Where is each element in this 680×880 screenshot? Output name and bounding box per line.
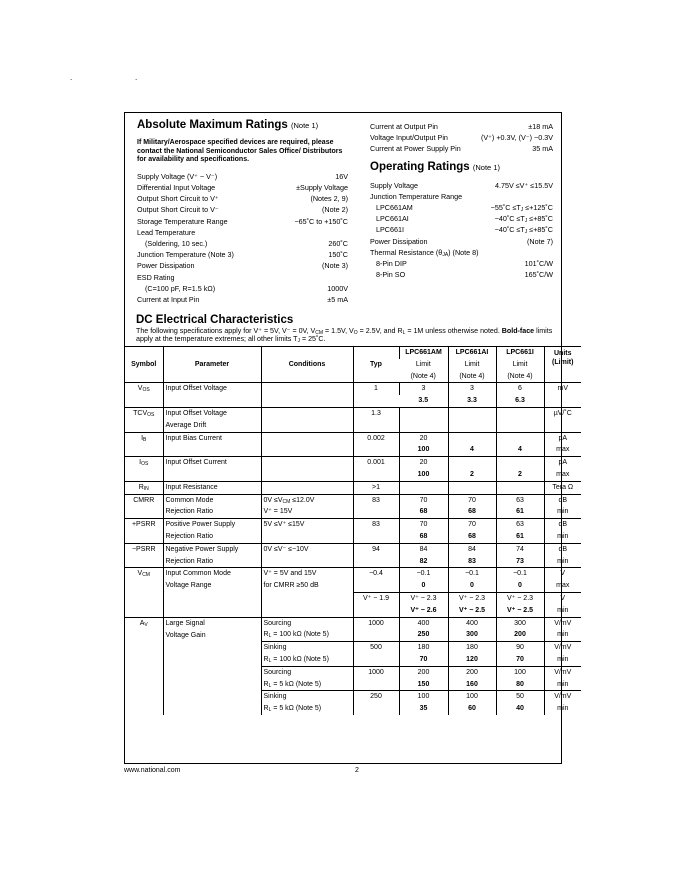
unit-cell: dB [544, 543, 581, 555]
cond-cell: V⁺ = 5V and 15V [261, 568, 353, 580]
symbol-cell [125, 469, 163, 481]
table-row [125, 444, 581, 456]
header-lpc661ai: LPC661AI [448, 347, 496, 359]
cond-cell [261, 432, 353, 444]
header-note: (Note 4) [496, 371, 544, 383]
limit-cell [399, 481, 448, 494]
param-cell: Input Bias Current [163, 432, 261, 444]
typ-cell: 83 [353, 494, 399, 506]
limit-cell: 61 [496, 506, 544, 518]
typ-cell [353, 531, 399, 543]
limit-cell: 100 [399, 691, 448, 703]
limit-cell: 160 [448, 679, 496, 691]
limit-cell [448, 420, 496, 432]
unit-cell: min [544, 629, 581, 641]
cond-cell: Sourcing [261, 666, 353, 678]
limit-cell [496, 407, 544, 419]
dc-title: DC Electrical Characteristics [136, 314, 294, 326]
symbol-cell [125, 654, 163, 666]
table-row [125, 481, 581, 494]
limit-cell: V⁺ − 2.3 [448, 592, 496, 604]
table-row [125, 691, 581, 703]
dc-table [125, 346, 581, 715]
symbol-cell: $V_{OS}$ [125, 383, 163, 408]
param-cell: Rejection Ratio [163, 531, 261, 543]
typ-cell [353, 444, 399, 456]
param-cell: Rejection Ratio [163, 506, 261, 518]
limit-cell: 84 [448, 543, 496, 555]
abs-row: (Soldering, 10 sec.) 260˚C [145, 239, 348, 248]
limit-cell: 20 [399, 457, 448, 469]
unit-cell: min [544, 679, 581, 691]
unit-cell: min [544, 531, 581, 543]
table-row [125, 617, 581, 629]
param-cell: Input Offset Voltage [163, 407, 261, 419]
cond-cell: $R_L = 100$ kΩ (Note 5) [261, 654, 353, 666]
param-cell [163, 679, 261, 691]
cond-cell [261, 592, 353, 604]
typ-cell: 0.002 [353, 432, 399, 444]
table-row [125, 407, 581, 419]
limit-cell: 0 [496, 580, 544, 592]
limit-cell: 2 [448, 469, 496, 481]
cond-cell: 0V ≤V⁻ ≤−10V [261, 543, 353, 555]
param-cell [163, 444, 261, 456]
param-cell [163, 703, 261, 715]
table-row [125, 543, 581, 555]
limit-cell: 0 [448, 580, 496, 592]
typ-cell: 1000 [353, 617, 399, 629]
limit-cell: 3 [448, 383, 496, 395]
symbol-cell [125, 420, 163, 432]
header-limit: Limit [448, 359, 496, 371]
limit-cell: 50 [496, 691, 544, 703]
limit-cell: 400 [399, 617, 448, 629]
unit-cell: V/mV [544, 691, 581, 703]
unit-cell: min [544, 654, 581, 666]
limit-cell: 6 [496, 383, 544, 395]
limit-cell: 90 [496, 642, 544, 654]
limit-cell: 250 [399, 629, 448, 641]
unit-cell: max [544, 469, 581, 481]
op-row: Junction Temperature Range [370, 191, 463, 201]
limit-cell: 4 [448, 444, 496, 456]
unit-cell: min [544, 556, 581, 568]
typ-cell: 94 [353, 543, 399, 555]
symbol-cell: $V_{CM}$ [125, 568, 163, 580]
cond-cell: V⁺ = 15V [261, 506, 353, 518]
limit-cell: 82 [399, 556, 448, 568]
limit-cell: 80 [496, 679, 544, 691]
limit-cell: −0.1 [496, 568, 544, 580]
typ-cell: 1 [353, 383, 399, 408]
header-typ: Typ [353, 347, 399, 383]
op-row: 8-Pin DIP 101˚C/W [376, 259, 553, 269]
limit-cell: 70 [496, 654, 544, 666]
abs-max-section [137, 118, 348, 305]
abs-row: Supply Voltage (V⁺ − V⁻) 16V [137, 171, 348, 181]
limit-cell: V⁺ − 2.5 [496, 605, 544, 617]
limit-cell: 100 [399, 469, 448, 481]
param-cell [163, 469, 261, 481]
header-limit: Limit [415, 360, 431, 368]
limit-cell: 70 [448, 519, 496, 531]
param-cell: Input Offset Voltage [163, 383, 261, 408]
param-cell: Negative Power Supply [163, 543, 261, 555]
limit-cell: 68 [399, 531, 448, 543]
symbol-cell [125, 642, 163, 654]
abs-row: Differential Input Voltage ±Supply Voltage [137, 182, 348, 192]
header-note: (Note 4) [410, 372, 436, 380]
limit-cell: V⁺ − 2.6 [399, 605, 448, 617]
limit-cell: 63 [496, 519, 544, 531]
unit-cell: µV/˚C [544, 407, 581, 419]
limit-cell: 6.3 [496, 395, 544, 407]
table-row [125, 420, 581, 432]
typ-cell: −0.4 [353, 568, 399, 580]
symbol-cell [125, 605, 163, 617]
abs-row: Voltage Input/Output Pin (V⁺) +0.3V, (V⁻) −0.3V [370, 133, 553, 143]
unit-cell: V [544, 568, 581, 580]
limit-cell: 83 [448, 556, 496, 568]
limit-cell [496, 481, 544, 494]
unit-cell: V/mV [544, 666, 581, 678]
typ-cell [353, 420, 399, 432]
limit-cell: 35 [399, 703, 448, 715]
table-row [125, 666, 581, 678]
unit-cell: V [544, 592, 581, 604]
table-row [125, 679, 581, 691]
limit-cell: 63 [496, 494, 544, 506]
symbol-cell [125, 531, 163, 543]
limit-cell: 2 [496, 469, 544, 481]
limit-cell: 400 [448, 617, 496, 629]
abs-row: Current at Output Pin ±18 mA [370, 122, 553, 131]
limit-cell: 200 [496, 629, 544, 641]
symbol-cell [125, 506, 163, 518]
param-cell: Average Drift [163, 420, 261, 432]
abs-row: Output Short Circuit to V⁺ (Notes 2, 9) [137, 194, 348, 204]
limit-cell: V⁺ − 2.3 [399, 592, 448, 604]
limit-cell: V⁺ − 2.3 [496, 592, 544, 604]
param-cell [163, 691, 261, 703]
param-cell: Voltage Gain [163, 629, 261, 641]
cond-cell [261, 457, 353, 469]
op-row: Supply Voltage 4.75V ≤V⁺ ≤15.5V [370, 180, 553, 190]
symbol-cell: $TCV_{OS}$ [125, 407, 163, 419]
cond-cell [261, 469, 353, 481]
param-cell [163, 605, 261, 617]
cond-cell [261, 481, 353, 494]
symbol-cell [125, 703, 163, 715]
unit-cell: max [544, 580, 581, 592]
param-cell: Input Offset Current [163, 457, 261, 469]
table-row [125, 605, 581, 617]
param-cell: Positive Power Supply [163, 519, 261, 531]
param-cell [163, 642, 261, 654]
param-cell [163, 666, 261, 678]
limit-cell: 120 [448, 654, 496, 666]
table-row [125, 506, 581, 518]
limit-cell: 3 [399, 383, 448, 395]
cond-cell: Sinking [261, 691, 353, 703]
limit-cell: 3.3 [448, 395, 496, 407]
cond-cell [261, 444, 353, 456]
limit-cell: V⁺ − 2.5 [448, 605, 496, 617]
symbol-cell: +PSRR [125, 519, 163, 531]
scan-mark-left: . [70, 73, 73, 82]
limit-cell: 3.5 [418, 397, 429, 405]
limit-cell: 20 [399, 432, 448, 444]
limit-cell: 100 [448, 691, 496, 703]
footer-url: www.national.com [124, 767, 181, 774]
header-lpc661i: LPC661I [496, 347, 544, 359]
scan-mark-right: . [135, 73, 138, 82]
abs-row: Output Short Circuit to V⁻ (Note 2) [137, 205, 348, 215]
param-cell [163, 592, 261, 604]
table-row [125, 629, 581, 641]
cond-cell: $R_L = 5$ kΩ (Note 5) [261, 679, 353, 691]
limit-cell: 61 [496, 531, 544, 543]
cond-cell [261, 531, 353, 543]
cond-cell [261, 605, 353, 617]
table-row [125, 642, 581, 654]
cond-cell: $0V \le V_{CM} \le 12.0V$ [261, 494, 353, 506]
op-row: Power Dissipation (Note 7) [370, 236, 553, 246]
limit-cell: 180 [399, 642, 448, 654]
typ-cell: V⁺ − 1.9 [353, 592, 399, 604]
table-row [125, 457, 581, 469]
limit-cell: 200 [448, 666, 496, 678]
unit-cell: Tera Ω [544, 481, 581, 494]
op-row: LPC661I −40˚C $\le T_J$ ≤+85˚C [376, 225, 553, 236]
cond-cell: Sinking [261, 642, 353, 654]
table-row [125, 568, 581, 580]
limit-cell: 68 [448, 506, 496, 518]
cond-cell: 5V ≤V⁺ ≤15V [261, 519, 353, 531]
table-row [125, 654, 581, 666]
unit-cell [544, 420, 581, 432]
limit-cell: 150 [399, 679, 448, 691]
param-cell [163, 654, 261, 666]
header-lpc661am: LPC661AM [399, 347, 448, 359]
typ-cell: >1 [353, 481, 399, 494]
unit-cell: V/mV [544, 642, 581, 654]
limit-cell: 68 [399, 506, 448, 518]
param-cell: Large Signal [163, 617, 261, 629]
limit-cell: 74 [496, 543, 544, 555]
symbol-cell: $I_B$ [125, 432, 163, 444]
unit-cell: pA [544, 457, 581, 469]
limit-cell [399, 420, 448, 432]
table-row [125, 383, 581, 395]
limit-cell: −0.1 [399, 568, 448, 580]
unit-cell: dB [544, 519, 581, 531]
header-limit: Limit [496, 359, 544, 371]
limit-cell [496, 432, 544, 444]
limit-cell: 100 [399, 444, 448, 456]
table-row [125, 580, 581, 592]
limit-cell: 73 [496, 556, 544, 568]
abs-row: Lead Temperature [137, 227, 196, 237]
limit-cell [448, 457, 496, 469]
limit-cell [399, 407, 448, 419]
cond-cell: $R_L = 5$ kΩ (Note 5) [261, 703, 353, 715]
symbol-cell: $R_{IN}$ [125, 481, 163, 494]
symbol-cell: −PSRR [125, 543, 163, 555]
typ-cell: 250 [353, 691, 399, 703]
abs-row: (C=100 pF, R=1.5 kΩ) 1000V [145, 283, 348, 293]
symbol-cell: $I_{OS}$ [125, 457, 163, 469]
header-symbol: Symbol [125, 347, 163, 383]
symbol-cell [125, 691, 163, 703]
table-row [125, 519, 581, 531]
limit-cell: 70 [399, 654, 448, 666]
cond-cell [261, 556, 353, 568]
unit-cell: V/mV [544, 617, 581, 629]
symbol-cell [125, 666, 163, 678]
cond-cell: for CMRR ≥50 dB [261, 580, 353, 592]
param-cell: Rejection Ratio [163, 556, 261, 568]
op-row: LPC661AI −40˚C $\le T_J$ ≤+85˚C [376, 214, 553, 225]
cond-cell [261, 420, 353, 432]
table-header-row [125, 347, 581, 359]
unit-cell: min [544, 703, 581, 715]
limit-cell: 68 [448, 531, 496, 543]
unit-cell: mV [544, 383, 581, 395]
typ-cell [353, 703, 399, 715]
typ-cell [353, 605, 399, 617]
cond-cell [261, 383, 353, 408]
typ-cell [353, 580, 399, 592]
op-row: 8-Pin SO 165˚C/W [376, 270, 553, 280]
op-row: Thermal Resistance $(\theta_{JA})$ (Note 8) [370, 247, 479, 258]
op-row: LPC661AM −55˚C $\le T_J$ ≤+125˚C [376, 203, 553, 214]
right-ratings-section [370, 121, 553, 280]
limit-cell: 70 [399, 494, 448, 506]
header-units: Units (Limit) [544, 347, 581, 383]
dc-intro: The following specifications apply for V⁺ = 5V, V⁻ = 0V, $V_{CM} = 1.5V$, $V_O = 2.5V$, and $R_L = 1M$ unless otherwise noted. Bold-face limits apply at the temperature extremes; all other limits $T_J$ = 25˚C. [136, 327, 553, 345]
param-cell: Voltage Range [163, 580, 261, 592]
limit-cell: 4 [496, 444, 544, 456]
unit-cell: min [544, 506, 581, 518]
unit-cell: dB [544, 494, 581, 506]
limit-cell: 0 [399, 580, 448, 592]
typ-cell [353, 679, 399, 691]
unit-cell: max [544, 444, 581, 456]
header-parameter: Parameter [163, 347, 261, 383]
typ-cell: 1000 [353, 666, 399, 678]
typ-cell: 83 [353, 519, 399, 531]
limit-cell: 70 [448, 494, 496, 506]
typ-cell [353, 469, 399, 481]
cond-cell [261, 407, 353, 419]
param-cell: Input Common Mode [163, 568, 261, 580]
typ-cell [353, 506, 399, 518]
limit-cell: 40 [496, 703, 544, 715]
symbol-cell [125, 679, 163, 691]
typ-cell: 1.3 [353, 407, 399, 419]
cond-cell: $R_L = 100$ kΩ (Note 5) [261, 629, 353, 641]
abs-max-title: Absolute Maximum Ratings (Note 1) [137, 119, 319, 131]
table-row [125, 432, 581, 444]
abs-row: Current at Input Pin ±5 mA [137, 295, 348, 305]
military-warning: If Military/Aerospace specified devices are required, please contact the National Semiconductor Sales Office/ Distributors for availability and specifications. [137, 139, 343, 164]
symbol-cell [125, 444, 163, 456]
limit-cell [448, 407, 496, 419]
limit-cell: 60 [448, 703, 496, 715]
limit-cell: 200 [399, 666, 448, 678]
limit-cell [496, 457, 544, 469]
limit-cell [448, 432, 496, 444]
header-note: (Note 4) [448, 371, 496, 383]
limit-cell: 100 [496, 666, 544, 678]
page-number: 2 [355, 767, 359, 774]
typ-cell: 0.001 [353, 457, 399, 469]
limit-cell: 84 [399, 543, 448, 555]
table-row [125, 469, 581, 481]
unit-cell: min [544, 605, 581, 617]
symbol-cell: $A_V$ [125, 617, 163, 629]
typ-cell: 500 [353, 642, 399, 654]
limit-cell: −0.1 [448, 568, 496, 580]
unit-cell: pA [544, 432, 581, 444]
table-row [125, 531, 581, 543]
limit-cell: 180 [448, 642, 496, 654]
param-cell: Common Mode [163, 494, 261, 506]
limit-cell [448, 481, 496, 494]
param-cell: Input Resistance [163, 481, 261, 494]
header-conditions: Conditions [261, 347, 353, 383]
abs-row: Junction Temperature (Note 3) 150˚C [137, 250, 348, 260]
limit-cell: 300 [496, 617, 544, 629]
abs-row: Current at Power Supply Pin 35 mA [370, 144, 553, 154]
typ-cell [353, 556, 399, 568]
symbol-cell: CMRR [125, 494, 163, 506]
table-row [125, 592, 581, 604]
table-row [125, 556, 581, 568]
symbol-cell [125, 556, 163, 568]
symbol-cell [125, 629, 163, 641]
symbol-cell [125, 580, 163, 592]
abs-row: Storage Temperature Range −65˚C to +150˚C [137, 216, 348, 226]
table-row [125, 703, 581, 715]
cond-cell: Sourcing [261, 617, 353, 629]
symbol-cell [125, 592, 163, 604]
abs-row: ESD Rating [137, 272, 175, 282]
abs-row: Power Dissipation (Note 3) [137, 261, 348, 271]
limit-cell [496, 420, 544, 432]
typ-cell [353, 629, 399, 641]
unit-cell [544, 395, 581, 407]
typ-cell [353, 654, 399, 666]
limit-cell: 70 [399, 519, 448, 531]
op-ratings-title: Operating Ratings (Note 1) [370, 160, 500, 173]
table-row [125, 494, 581, 506]
limit-cell: 300 [448, 629, 496, 641]
